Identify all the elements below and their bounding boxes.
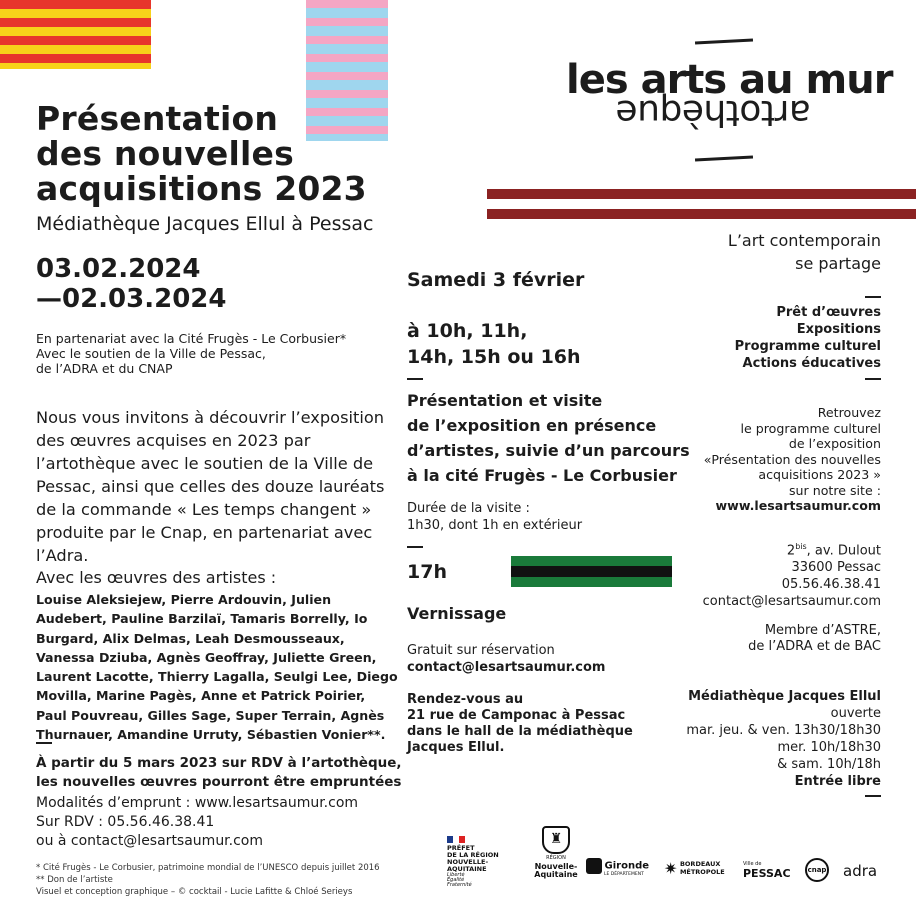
logo-line-top bbox=[695, 38, 753, 44]
reservation-email[interactable]: contact@lesartsaumur.com bbox=[407, 660, 606, 675]
loan-email-line: ou à contact@lesartsaumur.com bbox=[36, 833, 264, 849]
start-date: 03.02.2024 bbox=[36, 254, 201, 284]
logo-flipped-text: artothèque bbox=[616, 92, 811, 133]
event-day: Samedi 3 février bbox=[407, 269, 585, 291]
gironde-logo: Gironde LE DÉPARTEMENT bbox=[586, 858, 656, 879]
page-title: Présentation des nouvelles acquisitions 2023 bbox=[36, 99, 367, 208]
maroon-bar-top bbox=[487, 189, 916, 199]
address-block: $2^{bis}$, av. Dulout 33600 Pessac 05.56.46.38.41 contact@lesartsaumur.com bbox=[703, 538, 881, 610]
tricolor-icon bbox=[447, 836, 465, 843]
star-icon: ✷ bbox=[664, 858, 678, 878]
email-link[interactable]: contact@lesartsaumur.com bbox=[702, 594, 881, 610]
footnotes: * Cité Frugès - Le Corbusier, patrimoine mondial de l’UNESCO depuis juillet 2016 ** Don de l’artiste Visuel et conception graphique – © cocktail - Lucie Lafitte & Chloé Serieys bbox=[36, 863, 380, 897]
artists-label: Avec les œuvres des artistes : bbox=[36, 568, 277, 587]
maroon-bar-bottom bbox=[487, 209, 916, 219]
artists-list: Louise Aleksiejew, Pierre Ardouvin, Julien Audebert, Pauline Barzilaï, Tamaris Borrelly, Io Burgard, Alix Delmas, Leah Desmousseaux, Vanessa Dziuba, Agnès Geoffray, Juliette Green, Laurent Lacotte, Thierry Lagalla, Seulgi Lee, Diego Movilla, Marine Pagès, Anne et Patrick Poirier, Paul Pouvreau, Gilles Sage, Super Terrain, Agnès Thurnauer, Amandine Urruty, Sébastien Vonier**. bbox=[36, 592, 398, 743]
retrouvez-block: Retrouvez le programme culturel de l’exposition «Présentation des nouvelles acquisitions 2023 » sur notre site : www.lesartsaumur.com bbox=[703, 405, 881, 513]
green-black-flag bbox=[511, 556, 672, 587]
end-date: —02.03.2024 bbox=[36, 284, 227, 314]
loan-phone-line: Sur RDV : 05.56.46.38.41 bbox=[36, 814, 215, 830]
tagline: L’art contemporain se partage bbox=[727, 231, 881, 273]
dash-divider bbox=[865, 296, 881, 298]
prefet-logo: PRÉFET DE LA RÉGION NOUVELLE-AQUITAINE Liberté Égalité Fraternité bbox=[447, 836, 527, 888]
pessac-logo: Ville de PESSAC bbox=[743, 861, 791, 880]
red-yellow-stripes bbox=[0, 0, 151, 69]
logo-main-text: les arts au mur bbox=[566, 57, 893, 103]
partner-logos bbox=[447, 826, 887, 886]
event-hours: à 10h, 11h, 14h, 15h ou 16h bbox=[407, 320, 581, 368]
adra-logo: adra bbox=[843, 862, 878, 880]
gironde-shape-icon bbox=[586, 858, 602, 874]
vernissage-label: Vernissage bbox=[407, 604, 507, 623]
meeting-point: Rendez-vous au 21 rue de Camponac à Pessac dans le hall de la médiathèque Jacques Ellul. bbox=[407, 692, 633, 755]
services-list: Prêt d’œuvres Expositions Programme culturel Actions éducatives bbox=[734, 305, 881, 371]
reservation-info: Gratuit sur réservation contact@lesartsaumur.com bbox=[407, 643, 606, 675]
website-link[interactable]: www.lesartsaumur.com bbox=[715, 498, 881, 513]
lion-shield-icon: ♜ bbox=[542, 826, 570, 854]
event-description: Présentation et visite de l’exposition en présence d’artistes, suivie d’un parcours à la cité Frugès - Le Corbusier bbox=[407, 391, 690, 485]
exhibition-dates bbox=[36, 254, 226, 314]
street-address: $2^{bis}$, av. Dulout bbox=[786, 542, 881, 559]
intro-text: Nous vous invitons à découvrir l’exposition des œuvres acquises en 2023 par l’artothèque avec le soutien de la Ville de Pessac, ainsi que celles des douze lauréats de la commande « Les temps changent » produite par le Cnap, en partenariat avec l’Adra. bbox=[36, 408, 385, 565]
mediatheque-hours: Médiathèque Jacques Ellul ouverte mar. jeu. & ven. 13h30/18h30 mer. 10h/18h30 & sam. 10h/18h Entrée libre bbox=[686, 689, 881, 789]
bordeaux-metropole-logo: ✷ BORDEAUX MÉTROPOLE bbox=[664, 858, 725, 878]
dash-divider bbox=[865, 378, 881, 380]
dash-divider bbox=[36, 742, 52, 744]
cnap-logo: cnap bbox=[805, 858, 835, 882]
phone: 05.56.46.38.41 bbox=[781, 577, 881, 593]
loan-link-line: Modalités d’emprunt : www.lesartsaumur.com bbox=[36, 795, 359, 811]
venue: Médiathèque Jacques Ellul à Pessac bbox=[36, 213, 374, 235]
dash-divider bbox=[407, 546, 423, 548]
visit-duration: Durée de la visite : 1h30, dont 1h en extérieur bbox=[407, 501, 583, 533]
partnership-text: En partenariat avec la Cité Frugès - Le Corbusier* Avec le soutien de la Ville de Pessac, de l’ADRA et du CNAP bbox=[36, 331, 347, 376]
loan-details bbox=[36, 794, 406, 851]
vernissage-time: 17h bbox=[407, 561, 447, 583]
membership: Membre d’ASTRE, de l’ADRA et de BAC bbox=[748, 623, 881, 654]
dash-divider bbox=[865, 795, 881, 797]
dash-divider bbox=[407, 378, 423, 380]
loan-announcement: À partir du 5 mars 2023 sur RDV à l’artothèque, les nouvelles œuvres pourront être empruntées bbox=[36, 755, 402, 790]
logo-line-bottom bbox=[695, 155, 753, 161]
region-logo: ♜ RÉGION Nouvelle- Aquitaine bbox=[534, 826, 578, 879]
